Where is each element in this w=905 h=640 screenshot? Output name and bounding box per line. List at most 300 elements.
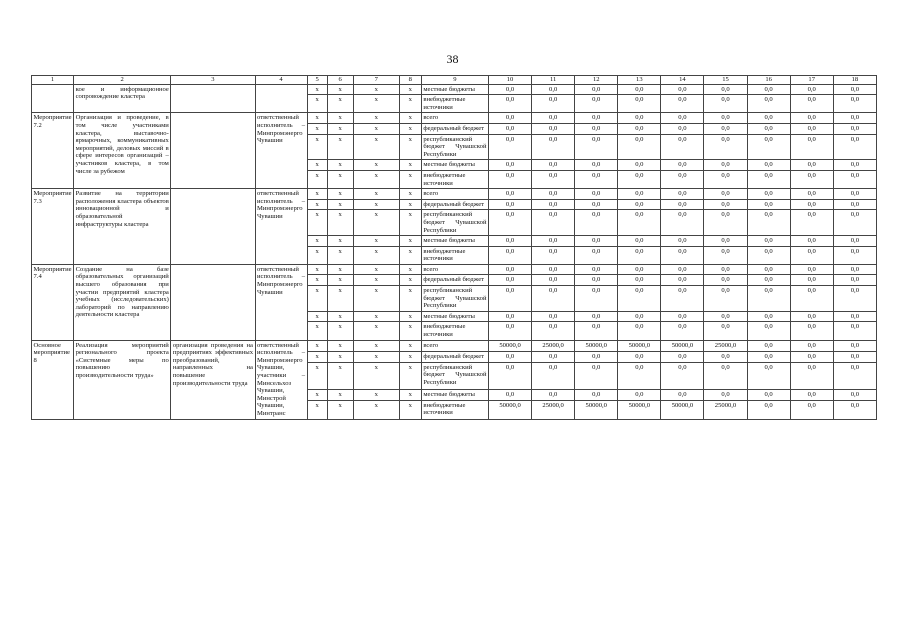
code-cell: x: [353, 210, 399, 236]
amount-cell: 0,0: [618, 113, 661, 124]
amount-cell: 0,0: [747, 95, 790, 113]
code-cell: x: [399, 400, 421, 419]
amount-cell: 0,0: [704, 311, 747, 322]
amount-cell: 0,0: [790, 340, 833, 351]
amount-cell: 0,0: [618, 389, 661, 400]
amount-cell: 0,0: [747, 351, 790, 362]
amount-cell: 0,0: [833, 189, 876, 200]
amount-cell: 0,0: [747, 210, 790, 236]
amount-cell: 0,0: [747, 199, 790, 210]
funding-source: местные бюджеты: [421, 236, 488, 247]
amount-cell: 0,0: [833, 311, 876, 322]
column-number: 6: [327, 76, 353, 85]
funding-source: федеральный бюджет: [421, 123, 488, 134]
amount-cell: 0,0: [575, 322, 618, 340]
amount-cell: 0,0: [704, 322, 747, 340]
budget-table: [31, 75, 877, 420]
amount-cell: 0,0: [747, 389, 790, 400]
amount-cell: 0,0: [532, 189, 575, 200]
column-number: 17: [790, 76, 833, 85]
code-cell: x: [353, 340, 399, 351]
funding-source: республиканский бюджет Чувашской Республики: [421, 134, 488, 160]
amount-cell: 0,0: [790, 275, 833, 286]
funding-source: местные бюджеты: [421, 389, 488, 400]
funding-source: всего: [421, 189, 488, 200]
amount-cell: 0,0: [489, 113, 532, 124]
page-number: 38: [446, 52, 459, 66]
column-number: 9: [421, 76, 488, 85]
amount-cell: 0,0: [489, 286, 532, 312]
amount-cell: 0,0: [661, 95, 704, 113]
funding-source: местные бюджеты: [421, 160, 488, 171]
amount-cell: 0,0: [532, 246, 575, 264]
amount-cell: 0,0: [704, 351, 747, 362]
amount-cell: 0,0: [489, 246, 532, 264]
amount-cell: 0,0: [661, 311, 704, 322]
amount-cell: 0,0: [618, 236, 661, 247]
amount-cell: 25000,0: [532, 340, 575, 351]
code-cell: x: [307, 210, 327, 236]
executor: ответственный исполнитель – Минпромэнерго Чувашии: [255, 189, 307, 265]
event-name: Создание на базе образовательных организаций высшего образования при участии предприятий кластера учебных (исследовательских) лабораторий по направлению деятельности кластера: [74, 264, 171, 340]
funding-source: республиканский бюджет Чувашской Республики: [421, 286, 488, 312]
amount-cell: 0,0: [532, 286, 575, 312]
code-cell: x: [307, 311, 327, 322]
event-name: Развитие на территории расположения кластера объектов инновационной и образовательной инфраструктуры кластера: [74, 189, 171, 265]
funding-source: внебюджетные источники: [421, 400, 488, 419]
amount-cell: 0,0: [747, 113, 790, 124]
amount-cell: 0,0: [575, 246, 618, 264]
amount-cell: 50000,0: [575, 340, 618, 351]
amount-cell: 0,0: [618, 134, 661, 160]
event-name: Организация и проведение, в том числе участниками кластера, выставочно-ярмарочных, коммуникативных мероприятий, деловых миссий в сфере интересов организаций – участников кластера, в том числе за рубежом: [74, 113, 171, 189]
code-cell: x: [399, 264, 421, 275]
amount-cell: 50000,0: [661, 340, 704, 351]
table-row: [32, 113, 877, 124]
code-cell: x: [399, 286, 421, 312]
amount-cell: 50000,0: [489, 400, 532, 419]
code-cell: x: [327, 389, 353, 400]
amount-cell: 0,0: [532, 160, 575, 171]
amount-cell: 0,0: [575, 189, 618, 200]
table-row: [32, 264, 877, 275]
amount-cell: 0,0: [575, 95, 618, 113]
amount-cell: 0,0: [747, 170, 790, 188]
amount-cell: 50000,0: [575, 400, 618, 419]
amount-cell: 0,0: [661, 199, 704, 210]
amount-cell: 0,0: [575, 311, 618, 322]
amount-cell: 0,0: [575, 170, 618, 188]
code-cell: x: [353, 264, 399, 275]
amount-cell: 0,0: [704, 170, 747, 188]
code-cell: x: [399, 210, 421, 236]
amount-cell: 0,0: [833, 389, 876, 400]
code-cell: x: [399, 236, 421, 247]
code-cell: x: [353, 311, 399, 322]
amount-cell: 0,0: [532, 113, 575, 124]
amount-cell: 0,0: [704, 210, 747, 236]
amount-cell: 0,0: [489, 84, 532, 95]
code-cell: x: [327, 400, 353, 419]
amount-cell: 0,0: [747, 134, 790, 160]
amount-cell: 0,0: [489, 189, 532, 200]
amount-cell: 0,0: [661, 123, 704, 134]
code-cell: x: [399, 199, 421, 210]
code-cell: x: [307, 199, 327, 210]
amount-cell: 0,0: [833, 84, 876, 95]
code-cell: x: [353, 322, 399, 340]
executor: ответственный исполнитель – Минпромэнерго Чувашии, участники – Минсельхоз Чувашии, Минстрой Чувашии, Минтранс: [255, 340, 307, 419]
amount-cell: 0,0: [618, 84, 661, 95]
code-cell: x: [353, 160, 399, 171]
amount-cell: 0,0: [833, 236, 876, 247]
code-cell: x: [307, 286, 327, 312]
amount-cell: 0,0: [833, 170, 876, 188]
amount-cell: 0,0: [704, 113, 747, 124]
amount-cell: 0,0: [747, 246, 790, 264]
amount-cell: 0,0: [618, 264, 661, 275]
amount-cell: 0,0: [833, 113, 876, 124]
amount-cell: 0,0: [489, 322, 532, 340]
code-cell: x: [307, 84, 327, 95]
code-cell: x: [307, 322, 327, 340]
column-number: 1: [32, 76, 74, 85]
code-cell: x: [353, 170, 399, 188]
amount-cell: 0,0: [747, 275, 790, 286]
table-body: [32, 76, 877, 420]
code-cell: x: [327, 134, 353, 160]
code-cell: x: [307, 362, 327, 389]
code-cell: x: [307, 275, 327, 286]
amount-cell: 0,0: [489, 160, 532, 171]
amount-cell: 0,0: [661, 84, 704, 95]
code-cell: x: [327, 351, 353, 362]
code-cell: x: [307, 113, 327, 124]
amount-cell: 0,0: [575, 351, 618, 362]
amount-cell: 0,0: [704, 389, 747, 400]
code-cell: x: [399, 113, 421, 124]
amount-cell: 0,0: [833, 286, 876, 312]
column-number: 10: [489, 76, 532, 85]
amount-cell: 0,0: [790, 286, 833, 312]
amount-cell: 0,0: [790, 189, 833, 200]
amount-cell: 0,0: [532, 275, 575, 286]
code-cell: x: [353, 123, 399, 134]
amount-cell: 0,0: [575, 264, 618, 275]
code-cell: x: [353, 389, 399, 400]
code-cell: x: [327, 362, 353, 389]
amount-cell: 0,0: [833, 199, 876, 210]
amount-cell: 0,0: [661, 113, 704, 124]
amount-cell: 0,0: [532, 170, 575, 188]
amount-cell: 0,0: [618, 351, 661, 362]
code-cell: x: [353, 246, 399, 264]
amount-cell: 0,0: [618, 275, 661, 286]
amount-cell: 25000,0: [704, 400, 747, 419]
code-cell: x: [327, 199, 353, 210]
amount-cell: 0,0: [747, 84, 790, 95]
amount-cell: 0,0: [618, 95, 661, 113]
code-cell: x: [327, 275, 353, 286]
amount-cell: 0,0: [532, 322, 575, 340]
executor: ответственный исполнитель – Минпромэнерго Чувашии: [255, 113, 307, 189]
amount-cell: 0,0: [790, 84, 833, 95]
funding-source: внебюджетные источники: [421, 95, 488, 113]
amount-cell: 0,0: [833, 400, 876, 419]
amount-cell: 0,0: [532, 84, 575, 95]
code-cell: x: [307, 95, 327, 113]
amount-cell: 0,0: [833, 264, 876, 275]
amount-cell: 25000,0: [704, 340, 747, 351]
column-number-row: [32, 76, 877, 85]
column-number: 18: [833, 76, 876, 85]
amount-cell: 0,0: [747, 400, 790, 419]
code-cell: x: [399, 170, 421, 188]
funding-source: республиканский бюджет Чувашской Республики: [421, 362, 488, 389]
amount-cell: 0,0: [618, 362, 661, 389]
amount-cell: 0,0: [704, 286, 747, 312]
amount-cell: 0,0: [790, 351, 833, 362]
amount-cell: 0,0: [790, 160, 833, 171]
column-number: 16: [747, 76, 790, 85]
code-cell: x: [307, 340, 327, 351]
amount-cell: 0,0: [618, 311, 661, 322]
amount-cell: 0,0: [704, 275, 747, 286]
amount-cell: 0,0: [532, 362, 575, 389]
amount-cell: 0,0: [575, 236, 618, 247]
amount-cell: 0,0: [747, 236, 790, 247]
amount-cell: 0,0: [618, 123, 661, 134]
amount-cell: 0,0: [704, 160, 747, 171]
amount-cell: 0,0: [661, 275, 704, 286]
amount-cell: 50000,0: [618, 340, 661, 351]
funding-source: внебюджетные источники: [421, 322, 488, 340]
amount-cell: 0,0: [575, 362, 618, 389]
code-cell: x: [353, 113, 399, 124]
amount-cell: 0,0: [532, 123, 575, 134]
amount-cell: 25000,0: [532, 400, 575, 419]
column-number: 5: [307, 76, 327, 85]
code-cell: x: [307, 134, 327, 160]
code-cell: x: [307, 246, 327, 264]
target-indicator: [171, 264, 255, 340]
column-number: 3: [171, 76, 255, 85]
amount-cell: 0,0: [704, 95, 747, 113]
column-number: 4: [255, 76, 307, 85]
amount-cell: 0,0: [661, 210, 704, 236]
amount-cell: 0,0: [704, 236, 747, 247]
code-cell: x: [353, 189, 399, 200]
amount-cell: 0,0: [575, 160, 618, 171]
amount-cell: 0,0: [790, 95, 833, 113]
amount-cell: 0,0: [704, 264, 747, 275]
amount-cell: 0,0: [747, 123, 790, 134]
amount-cell: 0,0: [704, 189, 747, 200]
amount-cell: 0,0: [618, 189, 661, 200]
code-cell: x: [353, 362, 399, 389]
amount-cell: 0,0: [618, 246, 661, 264]
funding-source: всего: [421, 340, 488, 351]
amount-cell: 0,0: [790, 113, 833, 124]
code-cell: x: [353, 236, 399, 247]
amount-cell: 0,0: [661, 389, 704, 400]
code-cell: x: [307, 160, 327, 171]
amount-cell: 0,0: [833, 160, 876, 171]
code-cell: x: [399, 351, 421, 362]
amount-cell: 0,0: [833, 246, 876, 264]
code-cell: x: [327, 311, 353, 322]
target-indicator: [171, 189, 255, 265]
amount-cell: 0,0: [704, 362, 747, 389]
amount-cell: 0,0: [575, 389, 618, 400]
code-cell: x: [353, 286, 399, 312]
code-cell: x: [399, 389, 421, 400]
amount-cell: 50000,0: [489, 340, 532, 351]
code-cell: x: [327, 113, 353, 124]
amount-cell: 0,0: [489, 123, 532, 134]
amount-cell: 0,0: [575, 210, 618, 236]
amount-cell: 0,0: [747, 311, 790, 322]
amount-cell: 0,0: [618, 160, 661, 171]
funding-source: всего: [421, 113, 488, 124]
event-label: Мероприятие 7.4: [32, 264, 74, 340]
code-cell: x: [307, 351, 327, 362]
amount-cell: 0,0: [489, 275, 532, 286]
amount-cell: 0,0: [833, 322, 876, 340]
amount-cell: 0,0: [790, 199, 833, 210]
code-cell: x: [327, 160, 353, 171]
amount-cell: 0,0: [747, 322, 790, 340]
amount-cell: 0,0: [833, 95, 876, 113]
amount-cell: 0,0: [833, 275, 876, 286]
amount-cell: 0,0: [489, 199, 532, 210]
amount-cell: 0,0: [747, 160, 790, 171]
amount-cell: 0,0: [790, 322, 833, 340]
code-cell: x: [307, 389, 327, 400]
amount-cell: 0,0: [790, 362, 833, 389]
table-row: [32, 340, 877, 351]
amount-cell: 0,0: [575, 113, 618, 124]
funding-source: федеральный бюджет: [421, 275, 488, 286]
amount-cell: 0,0: [661, 246, 704, 264]
amount-cell: 0,0: [489, 95, 532, 113]
executor: [255, 84, 307, 113]
funding-source: республиканский бюджет Чувашской Республики: [421, 210, 488, 236]
amount-cell: 0,0: [790, 123, 833, 134]
amount-cell: 0,0: [575, 286, 618, 312]
code-cell: x: [327, 236, 353, 247]
amount-cell: 0,0: [661, 189, 704, 200]
amount-cell: 0,0: [661, 170, 704, 188]
amount-cell: 50000,0: [661, 400, 704, 419]
amount-cell: 0,0: [661, 134, 704, 160]
amount-cell: 50000,0: [618, 400, 661, 419]
amount-cell: 0,0: [790, 400, 833, 419]
code-cell: x: [399, 95, 421, 113]
column-number: 14: [661, 76, 704, 85]
funding-source: местные бюджеты: [421, 311, 488, 322]
amount-cell: 0,0: [489, 264, 532, 275]
amount-cell: 0,0: [833, 210, 876, 236]
code-cell: x: [399, 246, 421, 264]
amount-cell: 0,0: [747, 286, 790, 312]
amount-cell: 0,0: [661, 264, 704, 275]
amount-cell: 0,0: [661, 160, 704, 171]
amount-cell: 0,0: [833, 362, 876, 389]
amount-cell: 0,0: [618, 170, 661, 188]
event-label: Основное мероприятие 8: [32, 340, 74, 419]
code-cell: x: [353, 351, 399, 362]
amount-cell: 0,0: [790, 134, 833, 160]
amount-cell: 0,0: [575, 84, 618, 95]
amount-cell: 0,0: [790, 389, 833, 400]
code-cell: x: [327, 189, 353, 200]
code-cell: x: [353, 134, 399, 160]
amount-cell: 0,0: [661, 351, 704, 362]
code-cell: x: [327, 246, 353, 264]
amount-cell: 0,0: [661, 362, 704, 389]
amount-cell: 0,0: [532, 95, 575, 113]
amount-cell: 0,0: [618, 199, 661, 210]
code-cell: x: [327, 210, 353, 236]
amount-cell: 0,0: [833, 340, 876, 351]
column-number: 2: [74, 76, 171, 85]
code-cell: x: [353, 275, 399, 286]
amount-cell: 0,0: [489, 236, 532, 247]
code-cell: x: [399, 362, 421, 389]
code-cell: x: [307, 264, 327, 275]
funding-source: всего: [421, 264, 488, 275]
column-number: 12: [575, 76, 618, 85]
target-indicator: [171, 113, 255, 189]
amount-cell: 0,0: [833, 134, 876, 160]
amount-cell: 0,0: [489, 134, 532, 160]
amount-cell: 0,0: [575, 123, 618, 134]
column-number: 8: [399, 76, 421, 85]
amount-cell: 0,0: [704, 123, 747, 134]
code-cell: x: [327, 264, 353, 275]
amount-cell: 0,0: [532, 311, 575, 322]
amount-cell: 0,0: [661, 322, 704, 340]
amount-cell: 0,0: [575, 134, 618, 160]
event-label: Мероприятие 7.3: [32, 189, 74, 265]
amount-cell: 0,0: [790, 311, 833, 322]
code-cell: x: [327, 123, 353, 134]
code-cell: x: [399, 134, 421, 160]
target-indicator: [171, 84, 255, 113]
code-cell: x: [327, 322, 353, 340]
amount-cell: 0,0: [704, 199, 747, 210]
funding-source: внебюджетные источники: [421, 170, 488, 188]
code-cell: x: [307, 123, 327, 134]
funding-source: федеральный бюджет: [421, 199, 488, 210]
amount-cell: 0,0: [489, 311, 532, 322]
code-cell: x: [399, 322, 421, 340]
code-cell: x: [327, 95, 353, 113]
code-cell: x: [399, 84, 421, 95]
amount-cell: 0,0: [747, 189, 790, 200]
amount-cell: 0,0: [532, 389, 575, 400]
amount-cell: 0,0: [747, 362, 790, 389]
amount-cell: 0,0: [790, 170, 833, 188]
funding-source: внебюджетные источники: [421, 246, 488, 264]
amount-cell: 0,0: [532, 264, 575, 275]
amount-cell: 0,0: [575, 275, 618, 286]
amount-cell: 0,0: [790, 236, 833, 247]
column-number: 15: [704, 76, 747, 85]
amount-cell: 0,0: [790, 246, 833, 264]
code-cell: x: [327, 84, 353, 95]
